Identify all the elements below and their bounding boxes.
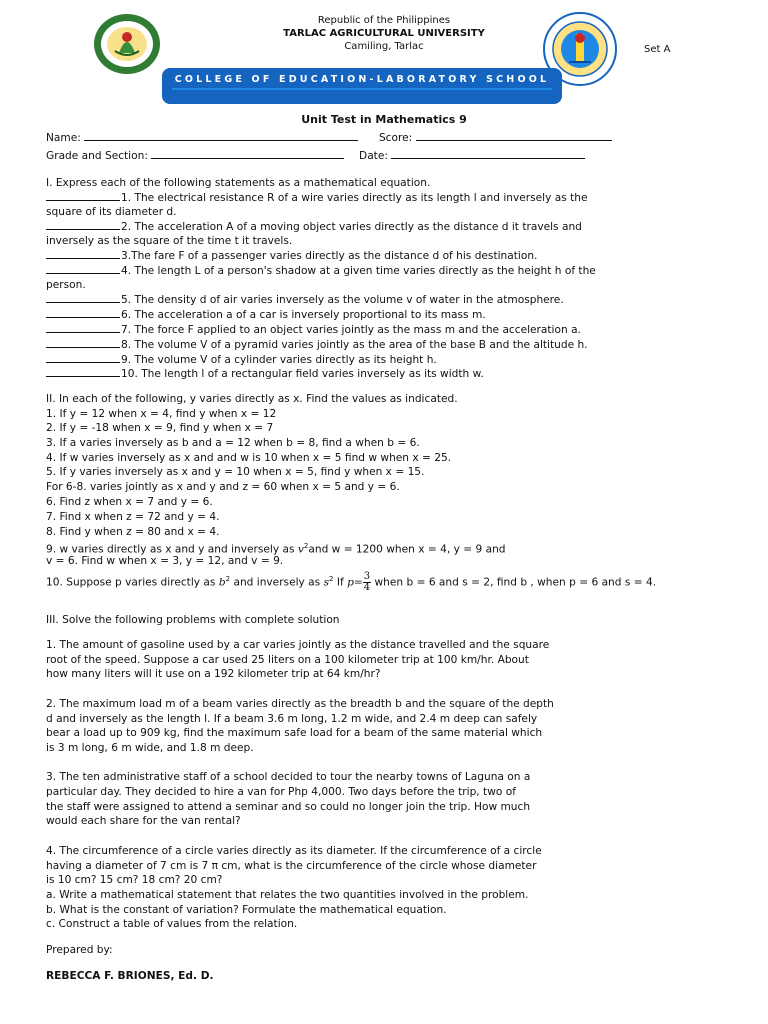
- problem-line: a. Write a mathematical statement that relates the two quantities involved in the problem.: [46, 889, 529, 901]
- problem-line: c. Construct a table of values from the relation.: [46, 918, 298, 930]
- problem-line: 2. The maximum load m of a beam varies directly as the breadth b and the square of the depth: [46, 698, 554, 710]
- part1-item-cont: person.: [46, 279, 86, 291]
- header-university: TARLAC AGRICULTURAL UNIVERSITY: [283, 28, 485, 39]
- problem-line: 1. The amount of gasoline used by a car varies jointly as the distance travelled and the square: [46, 639, 550, 651]
- part2-line: 7. Find x when z = 72 and y = 4.: [46, 511, 220, 523]
- math-s-squared: s: [323, 576, 329, 589]
- banner-text: COLLEGE OF EDUCATION-LABORATORY SCHOOL: [174, 74, 550, 85]
- header-republic: Republic of the Philippines: [317, 15, 451, 26]
- score-label: Score:: [378, 132, 413, 144]
- answer-blank[interactable]: [46, 367, 120, 377]
- problem-line: the staff were assigned to attend a seminar and so could no longer join the trip. How much: [46, 801, 531, 813]
- banner-stripe: [172, 88, 552, 90]
- fraction-3-4: $\frac{3}{4}$: [363, 571, 371, 594]
- prepared-by-label: Prepared by:: [46, 944, 113, 956]
- part2-line: 6. Find z when x = 7 and y = 6.: [46, 496, 213, 508]
- name-score-row: [46, 130, 612, 145]
- part1-item: 8. The volume V of a pyramid varies jointly as the area of the base B and the altitude h.: [46, 338, 588, 352]
- part1-item-cont: inversely as the square of the time t it travels.: [46, 235, 293, 247]
- answer-blank[interactable]: [46, 264, 120, 274]
- part2-line-10: 10. Suppose p varies directly as $b^2$ and inversely as $s^2$ If p= $\frac{3}{4}$ when b = 6 and s = 2, find b , when p = 6 and s = 4.: [46, 571, 657, 594]
- answer-blank[interactable]: [46, 308, 120, 318]
- answer-blank[interactable]: [46, 323, 120, 333]
- part1-heading: I. Express each of the following statements as a mathematical equation.: [46, 177, 431, 189]
- header-location: Camiling, Tarlac: [344, 41, 424, 52]
- date-label: Date:: [359, 150, 388, 162]
- answer-blank[interactable]: [46, 293, 120, 303]
- part2-line: 3. If a varies inversely as b and a = 12 when b = 8, find a when b = 6.: [46, 437, 420, 449]
- part1-item: 10. The length l of a rectangular field varies inversely as its width w.: [46, 367, 484, 381]
- problem-line: would each share for the van rental?: [46, 815, 241, 827]
- part1-item-cont: square of its diameter d.: [46, 206, 177, 218]
- problem-line: 3. The ten administrative staff of a school decided to tour the nearby towns of Laguna on a: [46, 771, 531, 783]
- math-p: p: [347, 576, 354, 589]
- problem-line: 4. The circumference of a circle varies directly as its diameter. If the circumference of a circle: [46, 845, 542, 857]
- part3-heading: III. Solve the following problems with complete solution: [46, 614, 340, 626]
- problem-line: bear a load up to 909 kg, find the maximum safe load for a beam of the same material which: [46, 727, 543, 739]
- college-banner: [162, 68, 562, 104]
- answer-blank[interactable]: [46, 338, 120, 348]
- problem-line: particular day. They decided to hire a van for Php 4,000. Two days before the trip, two of: [46, 786, 516, 798]
- problem-line: b. What is the constant of variation? Formulate the mathematical equation.: [46, 904, 447, 916]
- part2-line: 4. If w varies inversely as x and and w is 10 when x = 5 find w when x = 25.: [46, 452, 452, 464]
- part2-heading: II. In each of the following, y varies directly as x. Find the values as indicated.: [46, 393, 458, 405]
- page-title: Unit Test in Mathematics 9: [301, 113, 467, 126]
- preparer-name: REBECCA F. BRIONES, Ed. D.: [46, 970, 214, 982]
- problem-line: is 10 cm? 15 cm? 18 cm? 20 cm?: [46, 874, 223, 886]
- part2-line: 2. If y = -18 when x = 9, find y when x = 7: [46, 422, 274, 434]
- part2-line: 1. If y = 12 when x = 4, find y when x = 12: [46, 408, 277, 420]
- part1-item: 5. The density d of air varies inversely as the volume v of water in the atmosphere.: [46, 293, 564, 307]
- answer-blank[interactable]: [46, 249, 120, 259]
- problem-line: how many liters will it use on a 192 kilometer trip at 64 km/hr?: [46, 668, 381, 680]
- part2-line: 5. If y varies inversely as x and y = 10 when x = 5, find y when x = 15.: [46, 466, 425, 478]
- name-field[interactable]: [84, 130, 358, 141]
- part1-item: 2. The acceleration A of a moving object varies directly as the distance d it travels and: [46, 220, 582, 234]
- grade-date-row: [46, 148, 585, 163]
- name-label: Name:: [46, 132, 81, 144]
- problem-line: is 3 m long, 6 m wide, and 1.8 m deep.: [46, 742, 254, 754]
- part2-line-9: 9. w varies directly as x and y and inversely as $v^2and$ w = 1200 when x = 4, y = 9 and: [46, 542, 506, 556]
- part2-line: For 6-8. varies jointly as x and y and z = 60 when x = 5 and y = 6.: [46, 481, 400, 493]
- set-label: Set A: [644, 44, 671, 55]
- part1-item: 1. The electrical resistance R of a wire varies directly as its length l and inversely as the: [46, 191, 588, 205]
- grade-field[interactable]: [151, 148, 344, 159]
- answer-blank[interactable]: [46, 353, 120, 363]
- problem-line: root of the speed. Suppose a car used 25 liters on a 100 kilometer trip at 100 km/hr. About: [46, 654, 529, 666]
- part1-item: 6. The acceleration a of a car is inversely proportional to its mass m.: [46, 308, 486, 322]
- part1-item: 7. The force F applied to an object varies jointly as the mass m and the acceleration a.: [46, 323, 581, 337]
- part2-line: 8. Find y when z = 80 and x = 4.: [46, 526, 220, 538]
- answer-blank[interactable]: [46, 191, 120, 201]
- part1-item: 9. The volume V of a cylinder varies directly as its height h.: [46, 353, 437, 367]
- university-seal-logo: [93, 13, 161, 75]
- score-field[interactable]: [416, 130, 612, 141]
- part1-item: 3.The fare F of a passenger varies directly as the distance d of his destination.: [46, 249, 537, 263]
- math-v-squared: v: [297, 543, 304, 556]
- date-field[interactable]: [391, 148, 585, 159]
- problem-line: d and inversely as the length l. If a beam 3.6 m long, 1.2 m wide, and 2.4 m deep can safely: [46, 713, 538, 725]
- part1-item: 4. The length L of a person's shadow at a given time varies directly as the height h of the: [46, 264, 596, 278]
- problem-line: having a diameter of 7 cm is 7 π cm, what is the circumference of the circle whose diameter: [46, 860, 537, 872]
- grade-label: Grade and Section:: [46, 150, 148, 162]
- answer-blank[interactable]: [46, 220, 120, 230]
- math-b-squared: b: [218, 576, 226, 589]
- part2-line: v = 6. Find w when x = 3, y = 12, and v = 9.: [46, 555, 284, 567]
